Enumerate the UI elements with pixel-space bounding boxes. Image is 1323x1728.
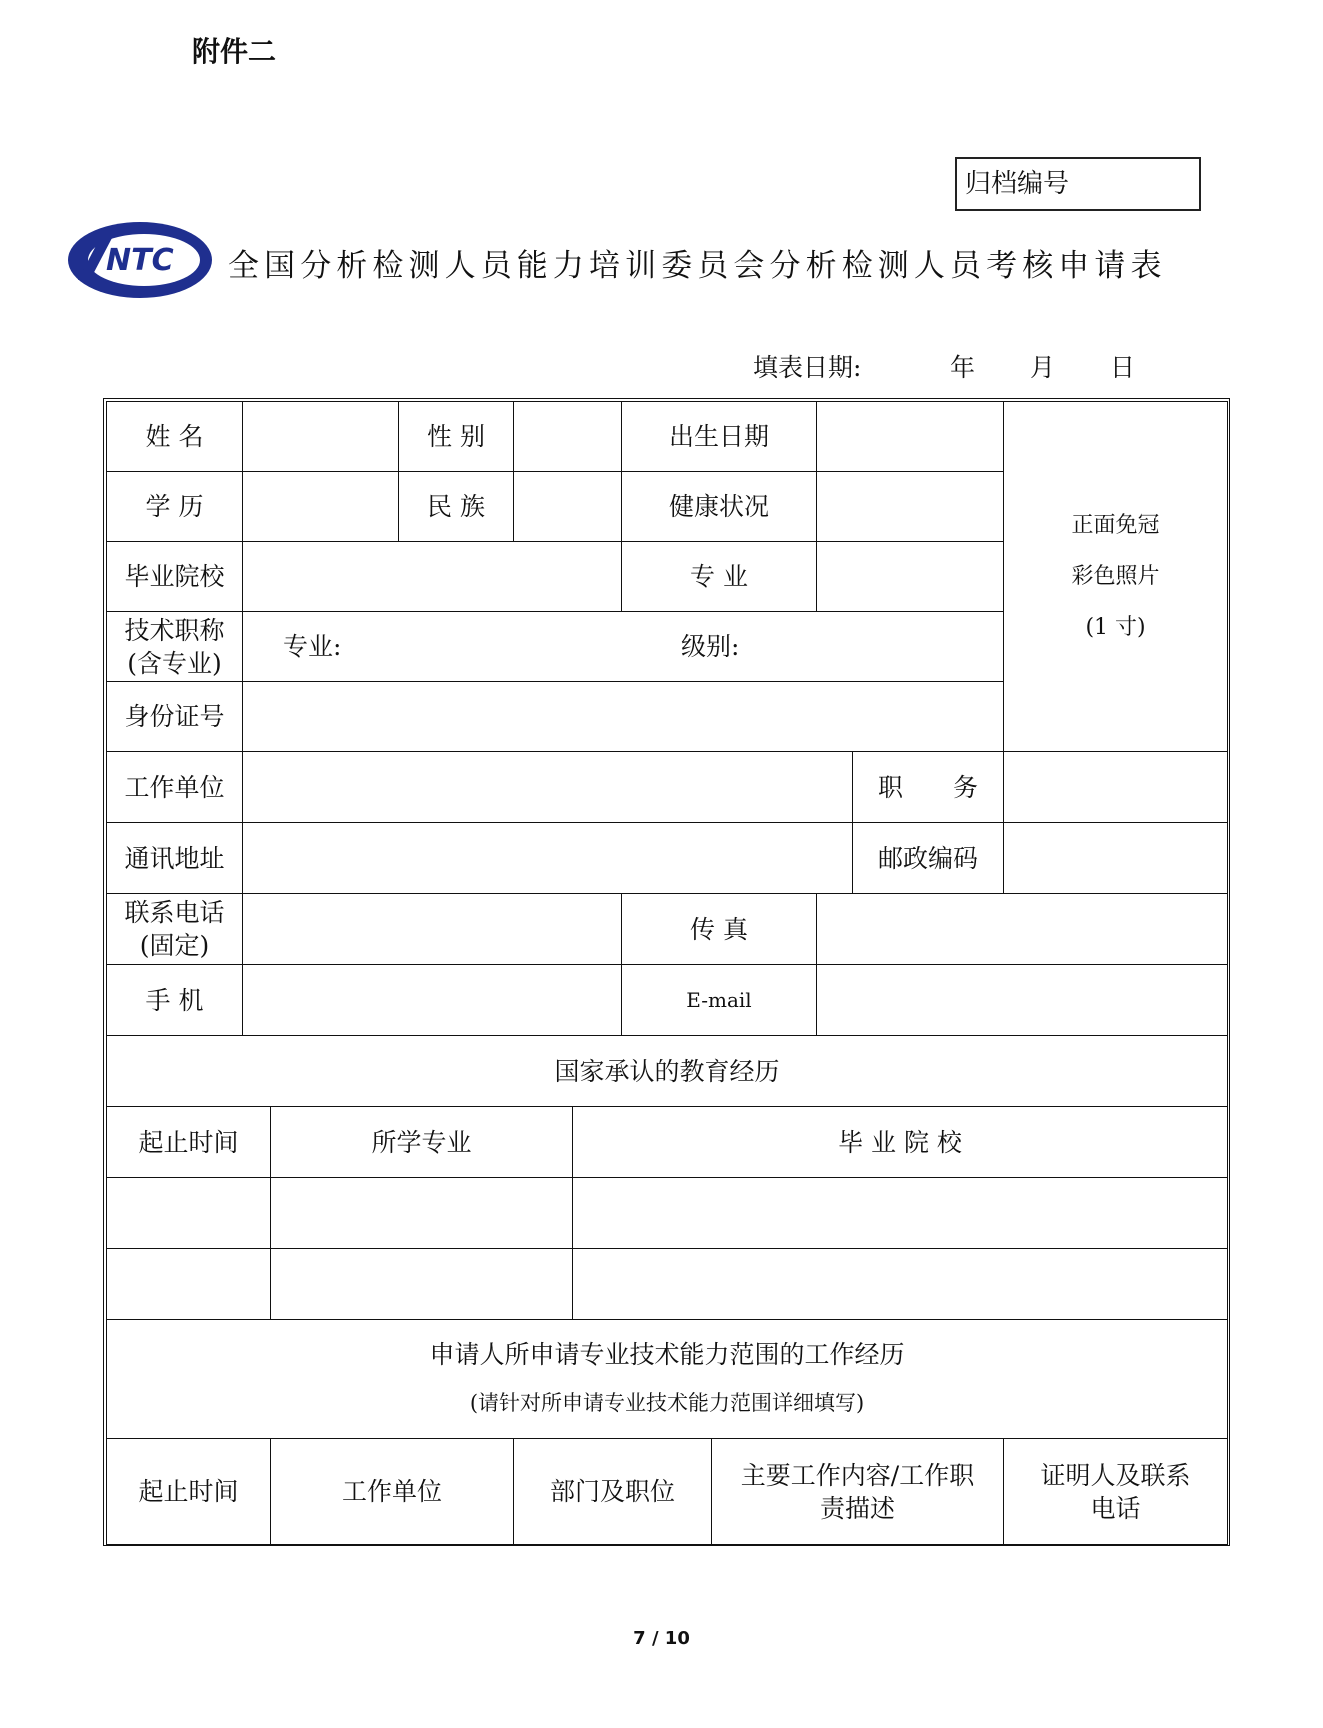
phone-line-2: (固定) [139, 931, 210, 960]
archive-number-box[interactable] [955, 157, 1201, 211]
work-col-description-line-2: 责描述 [820, 1493, 896, 1523]
work-unit-label: 工作单位 [107, 752, 243, 823]
education-field[interactable] [243, 472, 399, 542]
education-label: 学 历 [107, 472, 243, 542]
mobile-label: 手 机 [107, 965, 243, 1036]
edu-col-time: 起止时间 [107, 1107, 271, 1178]
edu-row-2-school[interactable] [573, 1249, 1228, 1320]
work-col-description [712, 1439, 1004, 1545]
position-label: 职 务 [853, 752, 1004, 823]
school-label: 毕业院校 [107, 542, 243, 612]
fax-label: 传 真 [622, 894, 817, 965]
work-col-unit: 工作单位 [271, 1439, 514, 1545]
attachment-label: 附件二 [192, 35, 277, 68]
edu-row-1-time[interactable] [107, 1178, 271, 1249]
ethnicity-field[interactable] [514, 472, 622, 542]
birth-date-field[interactable] [817, 402, 1004, 472]
phone-field[interactable] [243, 894, 622, 965]
photo-line-1: 正面免冠 [1071, 513, 1160, 538]
month-label: 月 [1030, 353, 1056, 382]
ethnicity-label: 民 族 [399, 472, 514, 542]
address-field[interactable] [243, 823, 853, 894]
work-col-reference [1004, 1439, 1228, 1545]
work-history-title: 申请人所申请专业技术能力范围的工作经历 [429, 1340, 905, 1369]
work-unit-field[interactable] [243, 752, 853, 823]
address-label: 通讯地址 [107, 823, 243, 894]
work-col-time: 起止时间 [107, 1439, 271, 1545]
edu-row-2-time[interactable] [107, 1249, 271, 1320]
phone-line-1: 联系电话 [124, 898, 225, 927]
id-number-field[interactable] [243, 682, 1004, 752]
birth-date-label: 出生日期 [622, 402, 817, 472]
work-col-reference-line-1: 证明人及联系 [1040, 1460, 1191, 1490]
major-label: 专 业 [622, 542, 817, 612]
mobile-field[interactable] [243, 965, 622, 1036]
gender-label: 性 别 [399, 402, 514, 472]
tech-title-line-1: 技术职称 [124, 615, 225, 645]
page-number: 7 / 10 [633, 1628, 690, 1649]
postcode-label: 邮政编码 [853, 823, 1004, 894]
tech-title-major-label: 专业: [283, 632, 342, 661]
edu-col-major: 所学专业 [271, 1107, 573, 1178]
tech-title-level-label: 级别: [681, 632, 740, 661]
application-form-table [106, 401, 1228, 1545]
edu-row-2-major[interactable] [271, 1249, 573, 1320]
major-field[interactable] [817, 542, 1004, 612]
edu-col-school: 毕 业 院 校 [573, 1107, 1228, 1178]
photo-line-2: 彩色照片 [1071, 564, 1160, 589]
logo-text: NTC [106, 243, 174, 278]
work-col-dept: 部门及职位 [514, 1439, 712, 1545]
phone-label [107, 894, 243, 965]
position-field[interactable] [1004, 752, 1228, 823]
day-label: 日 [1110, 353, 1136, 382]
photo-area[interactable] [1004, 402, 1228, 752]
fax-field[interactable] [817, 894, 1228, 965]
edu-row-1-school[interactable] [573, 1178, 1228, 1249]
archive-number-label: 归档编号 [965, 169, 1070, 199]
tech-title-label [107, 612, 243, 682]
work-history-header [107, 1320, 1228, 1439]
work-col-description-line-1: 主要工作内容/工作职 [740, 1460, 975, 1490]
tech-title-line-2: (含专业) [127, 648, 222, 678]
edu-row-1-major[interactable] [271, 1178, 573, 1249]
email-field[interactable] [817, 965, 1228, 1036]
school-field[interactable] [243, 542, 622, 612]
tech-title-field[interactable] [243, 612, 1004, 682]
fill-date-label: 填表日期: [753, 353, 862, 382]
education-history-header: 国家承认的教育经历 [107, 1036, 1228, 1107]
ntc-logo [60, 218, 215, 302]
health-label: 健康状况 [622, 472, 817, 542]
health-field[interactable] [817, 472, 1004, 542]
name-label: 姓 名 [107, 402, 243, 472]
gender-field[interactable] [514, 402, 622, 472]
name-field[interactable] [243, 402, 399, 472]
id-number-label: 身份证号 [107, 682, 243, 752]
email-label: E-mail [622, 965, 817, 1036]
year-label: 年 [950, 353, 976, 382]
form-title: 全国分析检测人员能力培训委员会分析检测人员考核申请表 [228, 248, 1167, 284]
work-col-reference-line-2: 电话 [1090, 1493, 1141, 1523]
postcode-field[interactable] [1004, 823, 1228, 894]
photo-line-3: (1 寸) [1085, 615, 1146, 640]
work-history-note: (请针对所申请专业技术能力范围详细填写) [469, 1391, 865, 1415]
